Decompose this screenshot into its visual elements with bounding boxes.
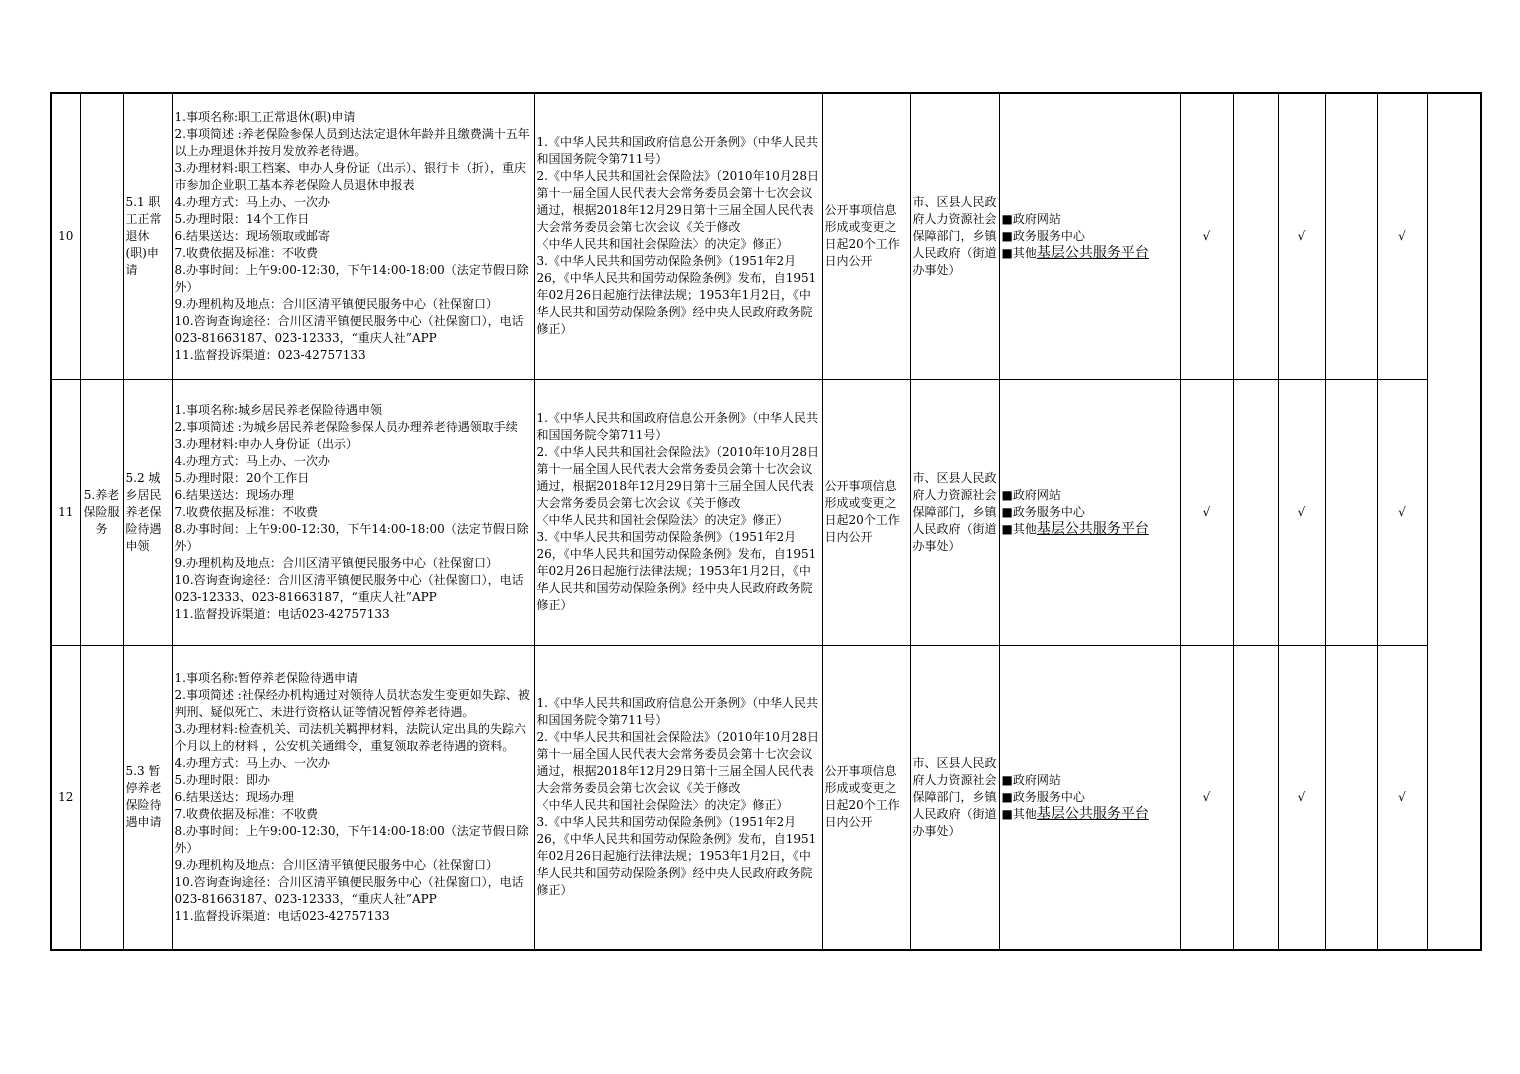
channel-service-center: ■政务服务中心 bbox=[1001, 228, 1085, 243]
content-line: 11.监督投诉渠道：023-42757133 bbox=[174, 347, 366, 362]
content-line: 5.办理时限：20个工作日 bbox=[174, 470, 310, 485]
channel-other-label: ■其他 bbox=[1001, 521, 1037, 536]
channel-other-value: 基层公共服务平台 bbox=[1036, 520, 1149, 537]
table-row bbox=[51, 645, 1481, 950]
disclosure-time: 公开事项信息形成或变更之日起20个工作日内公开 bbox=[822, 645, 910, 950]
disclosure-channels bbox=[999, 645, 1180, 950]
content-line: 10.咨询查询途径：合川区清平镇便民服务中心（社保窗口），电话023-12333、023-81663187，“重庆人社”APP bbox=[174, 572, 524, 604]
content-line: 2.事项简述 :社保经办机构通过对领待人员状态发生变更如失踪、被判刑、疑似死亡、未进行资格认证等情况暂停养老待遇。 bbox=[174, 687, 530, 719]
basis-cell bbox=[534, 379, 822, 645]
channel-service-center: ■政务服务中心 bbox=[1001, 504, 1085, 519]
disclosure-table bbox=[50, 92, 1482, 951]
content-line: 3.办理材料:职工档案、申办人身份证（出示）、银行卡（折），重庆市参加企业职工基本养老保险人员退休申报表 bbox=[174, 160, 526, 192]
item-name: 5.2 城乡居民养老保险待遇申领 bbox=[123, 379, 172, 645]
disclosure-time: 公开事项信息形成或变更之日起20个工作日内公开 bbox=[822, 379, 910, 645]
channel-other-value: 基层公共服务平台 bbox=[1036, 805, 1149, 822]
basis-line: 2.《中华人民共和国社会保险法》（2010年10月28日第十一届全国人民代表大会常务委员会第十七次会议通过，根据2018年12月29日第十三届全国人民代表大会常务委员会第七次会议《关于修改 bbox=[536, 730, 820, 796]
content-line: 1.事项名称:城乡居民养老保险待遇申领 bbox=[174, 402, 382, 417]
checkmark: √ bbox=[1278, 93, 1325, 379]
disclosure-subject: 市、区县人民政府人力资源社会保障部门，乡镇人民政府（街道办事处） bbox=[910, 93, 999, 379]
content-line: 8.办事时间：上午9:00-12:30，下午14:00-18:00（法定节假日除外） bbox=[174, 823, 529, 855]
row-number: 11 bbox=[51, 379, 80, 645]
table-row bbox=[51, 379, 1481, 645]
empty-check-cell bbox=[1325, 93, 1377, 379]
item-name: 5.1 职工正常退休(职)申请 bbox=[123, 93, 172, 379]
checkmark: √ bbox=[1278, 379, 1325, 645]
checkmark: √ bbox=[1180, 93, 1233, 379]
content-line: 1.事项名称:暂停养老保险待遇申请 bbox=[174, 670, 358, 685]
checkmark-pair bbox=[1377, 93, 1427, 379]
content-line: 11.监督投诉渠道：电话023-42757133 bbox=[174, 908, 390, 923]
row-number: 10 bbox=[51, 93, 80, 379]
content-line: 5.办理时限：即办 bbox=[174, 772, 270, 787]
basis-cell bbox=[534, 93, 822, 379]
disclosure-subject: 市、区县人民政府人力资源社会保障部门，乡镇人民政府（街道办事处） bbox=[910, 379, 999, 645]
basis-line: 2.《中华人民共和国社会保险法》（2010年10月28日第十一届全国人民代表大会常务委员会第十七次会议通过，根据2018年12月29日第十三届全国人民代表大会常务委员会第七次会议《关于修改 bbox=[536, 169, 820, 235]
content-line: 7.收费依据及标准：不收费 bbox=[174, 504, 318, 519]
basis-line: 〈中华人民共和国社会保险法〉的决定》修正） bbox=[536, 237, 789, 252]
channel-service-center: ■政务服务中心 bbox=[1001, 789, 1085, 804]
basis-line: 〈中华人民共和国社会保险法〉的决定》修正） bbox=[536, 513, 789, 527]
basis-line: 1.《中华人民共和国政府信息公开条例》（中华人民共和国国务院令第711号） bbox=[536, 411, 818, 442]
checkmark-pair bbox=[1377, 645, 1427, 950]
content-line: 6.结果送达：现场办理 bbox=[174, 789, 294, 804]
content-line: 2.事项简述 :养老保险参保人员到达法定退休年龄并且缴费满十五年以上办理退休并按月发放养老待遇。 bbox=[174, 126, 530, 158]
channel-other-label: ■其他 bbox=[1001, 245, 1037, 260]
row-number: 12 bbox=[51, 645, 80, 950]
category-name: 5.养老保险服务 bbox=[80, 379, 123, 645]
item-name: 5.3 暂停养老保险待遇申请 bbox=[123, 645, 172, 950]
basis-line: 3.《中华人民共和国劳动保险条例》（1951年2月26，《中华人民共和国劳动保险条例》发布，自1951年02月26日起施行法律法规；1953年1月2日，《中华人民共和国劳动保险条例》经中央人民政府政务院修正） bbox=[536, 530, 817, 612]
content-line: 8.办事时间：上午9:00-12:30，下午14:00-18:00（法定节假日除外） bbox=[174, 262, 529, 294]
content-line: 4.办理方式：马上办、一次办 bbox=[174, 194, 330, 209]
channel-other-value: 基层公共服务平台 bbox=[1036, 244, 1149, 261]
empty-check-cell bbox=[1233, 645, 1278, 950]
disclosure-channels bbox=[999, 379, 1180, 645]
checkmark: √ bbox=[1180, 645, 1233, 950]
checkmark: √ bbox=[1180, 379, 1233, 645]
content-line: 8.办事时间：上午9:00-12:30，下午14:00-18:00（法定节假日除外） bbox=[174, 521, 529, 553]
content-line: 10.咨询查询途径：合川区清平镇便民服务中心（社保窗口），电话023-81663187、023-12333，“重庆人社”APP bbox=[174, 313, 524, 345]
content-line: 7.收费依据及标准：不收费 bbox=[174, 245, 318, 260]
content-line: 10.咨询查询途径：合川区清平镇便民服务中心（社保窗口），电话023-81663187、023-12333，“重庆人社”APP bbox=[174, 874, 524, 906]
basis-cell bbox=[534, 645, 822, 950]
content-line: 4.办理方式：马上办、一次办 bbox=[174, 453, 330, 468]
checkmark: √ bbox=[1398, 228, 1406, 243]
content-line: 9.办理机构及地点：合川区清平镇便民服务中心（社保窗口） bbox=[174, 555, 498, 570]
category-cell-empty bbox=[80, 93, 123, 379]
content-line: 4.办理方式：马上办、一次办 bbox=[174, 755, 330, 770]
empty-check-cell bbox=[1233, 93, 1278, 379]
content-line: 1.事项名称:职工正常退休(职)申请 bbox=[174, 109, 356, 124]
channel-website: ■政府网站 bbox=[1001, 487, 1061, 502]
basis-line: 3.《中华人民共和国劳动保险条例》（1951年2月26，《中华人民共和国劳动保险条例》发布，自1951年02月26日起施行法律法规；1953年1月2日，《中华人民共和国劳动保险条例》经中央人民政府政务院修正） bbox=[536, 254, 817, 337]
basis-line: 1.《中华人民共和国政府信息公开条例》（中华人民共和国国务院令第711号） bbox=[536, 696, 818, 728]
content-line: 7.收费依据及标准：不收费 bbox=[174, 806, 318, 821]
content-line: 3.办理材料:申办人身份证（出示） bbox=[174, 436, 358, 451]
channel-other bbox=[1002, 245, 1178, 262]
table-row bbox=[51, 93, 1481, 379]
channel-website: ■政府网站 bbox=[1001, 772, 1061, 787]
basis-line: 3.《中华人民共和国劳动保险条例》（1951年2月26，《中华人民共和国劳动保险条例》发布，自1951年02月26日起施行法律法规；1953年1月2日，《中华人民共和国劳动保险条例》经中央人民政府政务院修正） bbox=[536, 815, 817, 898]
disclosure-channels bbox=[999, 93, 1180, 379]
content-line: 11.监督投诉渠道：电话023-42757133 bbox=[174, 606, 390, 621]
empty-check-cell bbox=[1233, 379, 1278, 645]
content-line: 9.办理机构及地点：合川区清平镇便民服务中心（社保窗口） bbox=[174, 857, 498, 872]
checkmark: √ bbox=[1398, 789, 1406, 804]
channel-other bbox=[1002, 521, 1178, 538]
content-line: 6.结果送达：现场办理 bbox=[174, 487, 294, 502]
category-cell-empty bbox=[80, 645, 123, 950]
checkmark: √ bbox=[1398, 504, 1406, 519]
content-line: 6.结果送达：现场领取或邮寄 bbox=[174, 228, 330, 243]
channel-other bbox=[1002, 806, 1178, 823]
empty-check-cell bbox=[1325, 379, 1377, 645]
empty-check-cell bbox=[1325, 645, 1377, 950]
basis-line: 2.《中华人民共和国社会保险法》（2010年10月28日第十一届全国人民代表大会常务委员会第十七次会议通过，根据2018年12月29日第十三届全国人民代表大会常务委员会第七次会议《关于修改 bbox=[536, 445, 820, 510]
checkmark: √ bbox=[1278, 645, 1325, 950]
checkmark-pair bbox=[1377, 379, 1427, 645]
basis-line: 1.《中华人民共和国政府信息公开条例》（中华人民共和国国务院令第711号） bbox=[536, 135, 818, 167]
content-line: 3.办理材料:检查机关、司法机关羁押材料，法院认定出具的失踪六个月以上的材料 ，公安机关通缉令，重复领取养老待遇的资料。 bbox=[174, 721, 526, 753]
channel-other-label: ■其他 bbox=[1001, 806, 1037, 821]
disclosure-time: 公开事项信息形成或变更之日起20个工作日内公开 bbox=[822, 93, 910, 379]
disclosure-subject: 市、区县人民政府人力资源社会保障部门，乡镇人民政府（街道办事处） bbox=[910, 645, 999, 950]
content-cell bbox=[172, 379, 534, 645]
basis-line: 〈中华人民共和国社会保险法〉的决定》修正） bbox=[536, 798, 789, 813]
channel-website: ■政府网站 bbox=[1001, 211, 1061, 226]
content-line: 5.办理时限：14个工作日 bbox=[174, 211, 310, 226]
content-cell bbox=[172, 645, 534, 950]
content-cell bbox=[172, 93, 534, 379]
content-line: 9.办理机构及地点：合川区清平镇便民服务中心（社保窗口） bbox=[174, 296, 498, 311]
content-line: 2.事项简述 :为城乡居民养老保险参保人员办理养老待遇领取手续 bbox=[174, 419, 518, 434]
